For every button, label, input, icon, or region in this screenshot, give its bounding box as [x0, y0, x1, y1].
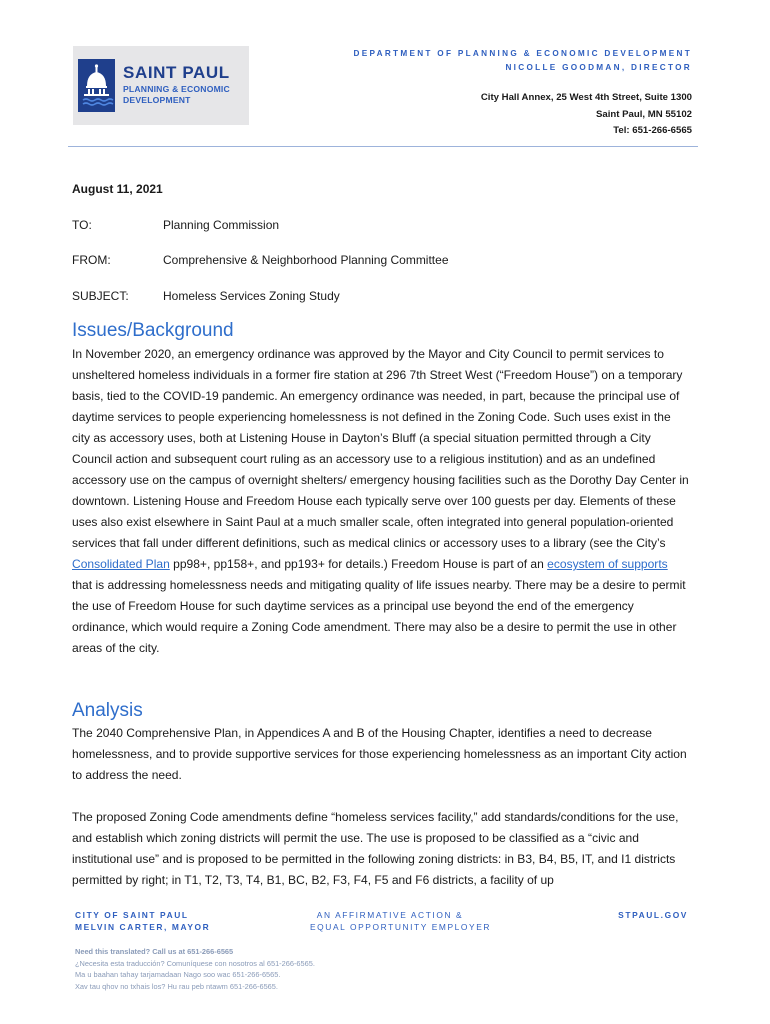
- to-value: Planning Commission: [163, 218, 280, 232]
- logo-title: SAINT PAUL: [123, 63, 230, 82]
- department-name: DEPARTMENT OF PLANNING & ECONOMIC DEVELOPMENT: [353, 49, 692, 58]
- ecosystem-of-supports-link[interactable]: ecosystem of supports: [547, 557, 668, 571]
- translation-hmong: Xav tau qhov no txhais los? Hu rau peb ntawm 651-266-6565.: [75, 981, 278, 991]
- translation-somali: Ma u baahan tahay tarjamadaan Nago soo wac 651-266-6565.: [75, 970, 281, 979]
- analysis-paragraph-1: The 2040 Comprehensive Plan, in Appendices A and B of the Housing Chapter, identifies a need to decrease homelessness, and to provide supportive services for those experiencing homelessness as an important City action to address the need.: [72, 726, 687, 782]
- logo-subtitle: [123, 84, 230, 106]
- capitol-dome-icon: [78, 59, 115, 112]
- footer-city-block: [75, 909, 210, 933]
- department-header: [353, 47, 692, 75]
- consolidated-plan-link[interactable]: Consolidated Plan: [72, 557, 170, 571]
- memo-date: August 11, 2021: [72, 182, 163, 196]
- footer-affirmative-line1: AN AFFIRMATIVE ACTION &: [316, 910, 464, 920]
- footer-website[interactable]: STPAUL.GOV: [618, 910, 688, 920]
- from-value: Comprehensive & Neighborhood Planning Committee: [163, 253, 449, 267]
- translation-english: Need this translated? Call us at 651-266-6565: [75, 947, 234, 956]
- subject-value: Homeless Services Zoning Study: [163, 289, 340, 303]
- issues-heading: Issues/Background: [72, 320, 234, 341]
- address-line1: City Hall Annex, 25 West 4th Street, Suite 1300: [480, 92, 692, 103]
- to-label: TO:: [72, 218, 92, 232]
- address-line2: Saint Paul, MN 55102: [596, 108, 692, 120]
- footer-mayor: MELVIN CARTER, MAYOR: [75, 922, 211, 932]
- issues-text-part3: that is addressing homelessness needs and mitigating quality of life issues nearby. There may be a desire to permit the use of Freedom House for such daytime services as a principal use beyond the end of the emergency ordinance, which would require a Zoning Code amendment. There may also be a desire to permit the use in other areas of the city.: [72, 578, 686, 655]
- translation-notice: [75, 946, 315, 992]
- address-block: [481, 90, 692, 140]
- director-name: NICOLLE GOODMAN, DIRECTOR: [505, 63, 692, 72]
- subject-label: SUBJECT:: [72, 289, 129, 303]
- translation-spanish: ¿Necesita esta traducción? Comuníquese con nosotros al 651-266-6565.: [75, 958, 315, 968]
- saint-paul-logo: [73, 46, 249, 125]
- from-label: FROM:: [72, 253, 111, 267]
- header-divider: [68, 146, 698, 147]
- footer-employer-block: [310, 909, 492, 933]
- issues-text-part2: pp98+, pp158+, and pp193+ for details.) Freedom House is part of an: [169, 557, 548, 571]
- analysis-heading: Analysis: [72, 700, 143, 721]
- issues-paragraph: [72, 344, 690, 659]
- footer-city: CITY OF SAINT PAUL: [75, 910, 189, 920]
- footer-affirmative-line2: EQUAL OPPORTUNITY EMPLOYER: [310, 922, 492, 932]
- phone-number: Tel: 651-266-6565: [613, 125, 692, 136]
- logo-subtitle-line1: PLANNING & ECONOMIC: [123, 84, 230, 94]
- logo-subtitle-line2: DEVELOPMENT: [123, 95, 191, 105]
- issues-text-part1: In November 2020, an emergency ordinance was approved by the Mayor and City Council to permit services to unsheltered homeless individuals in a former fire station at 296 7th Street West (“Freedom House”) on a temporary basis, tied to the COVID-19 pandemic. An emergency ordinance was needed, in part, because the principal use of daytime services to people experiencing homelessness is not defined in the Zoning Code. Such uses exist in the city as accessory uses, both at Listening House in Dayton’s Bluff (a special situation permitted through a City Council action and subsequent court ruling as an accessory use to a religious institution) and as an undefined accessory use on the campus of overnight shelters/ emergency housing facilities such as the Dorothy Day Center in downtown. Listening House and Freedom House each typically serve over 100 guests per day. Elements of these uses also exist elsewhere in Saint Paul at a much smaller scale, often integrated into general population-oriented services that fall under different definitions, such as medical clinics or accessory uses to a library (see the City’s: [72, 347, 689, 550]
- analysis-paragraph-2: The proposed Zoning Code amendments define “homeless services facility,” add standards/conditions for the use, and establish which zoning districts will permit the use. The use is proposed to be classified as a “civic and institutional use” and is proposed to be permitted in the following zoning districts: in B3, B4, B5, IT, and I1 districts permitted by right; in T1, T2, T3, T4, B1, BC, B2, F3, F4, F5 and F6 districts, a facility of up: [72, 810, 679, 887]
